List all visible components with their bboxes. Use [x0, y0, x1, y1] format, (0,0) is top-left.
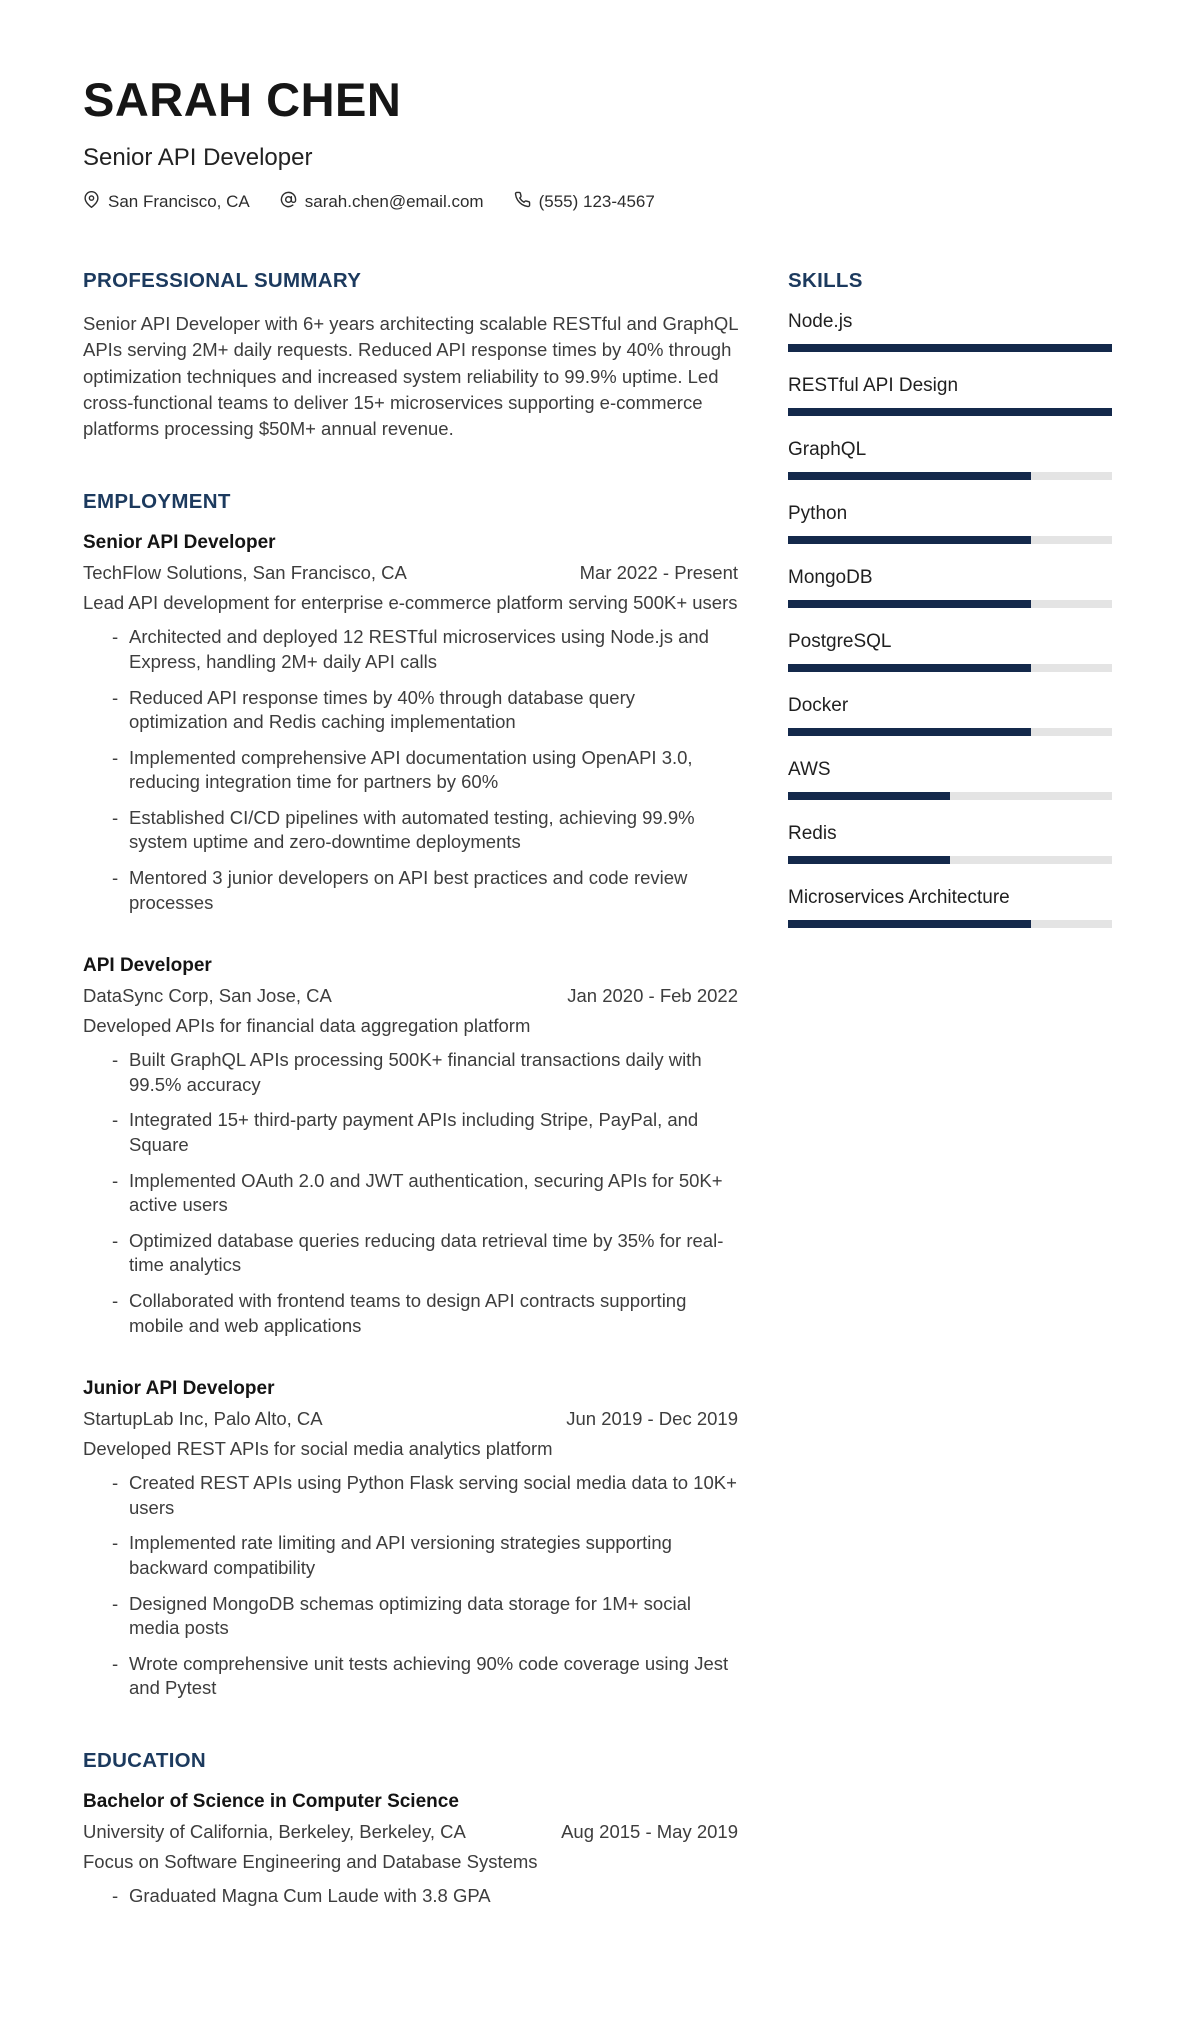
job-bullet: - Collaborated with frontend teams to design API contracts supporting mobile and web applications	[112, 1289, 738, 1338]
job-title: Senior API Developer	[83, 532, 276, 554]
skill-name: Redis	[788, 823, 837, 844]
skill-name: Python	[788, 503, 848, 524]
job-title: Junior API Developer	[83, 1378, 275, 1400]
education-entry	[83, 1791, 738, 1909]
person-title: Senior API Developer	[83, 144, 313, 171]
skill-item	[788, 823, 1112, 864]
job-entry	[83, 1378, 738, 1701]
job-dates: Jun 2019 - Dec 2019	[566, 1408, 738, 1430]
skill-bar-track	[788, 536, 1112, 544]
job-summary: Developed REST APIs for social media analytics platform	[83, 1438, 553, 1460]
job-bullet-list	[83, 1048, 738, 1338]
side-column	[788, 269, 1112, 1957]
section-skills	[788, 269, 1112, 928]
job-bullet: - Designed MongoDB schemas optimizing data storage for 1M+ social media posts	[112, 1592, 738, 1641]
job-summary: Developed APIs for financial data aggregation platform	[83, 1015, 531, 1037]
skill-item	[788, 759, 1112, 800]
skill-bar-fill	[788, 408, 1112, 416]
skill-name: RESTful API Design	[788, 375, 959, 396]
job-title: API Developer	[83, 955, 212, 977]
skill-bar-fill	[788, 472, 1031, 480]
job-bullet: - Implemented comprehensive API documentation using OpenAPI 3.0, reducing integration time for partners by 60%	[112, 746, 738, 795]
skill-name: PostgreSQL	[788, 631, 892, 652]
summary-heading: PROFESSIONAL SUMMARY	[83, 269, 362, 292]
job-company: StartupLab Inc, Palo Alto, CA	[83, 1408, 323, 1430]
job-bullet: - Implemented rate limiting and API versioning strategies supporting backward compatibility	[112, 1531, 738, 1580]
location-pin-icon	[83, 191, 100, 213]
job-company: DataSync Corp, San Jose, CA	[83, 985, 332, 1007]
skill-item	[788, 567, 1112, 608]
skills-heading: SKILLS	[788, 269, 863, 292]
job-company-line	[83, 562, 738, 584]
skill-name: GraphQL	[788, 439, 867, 460]
skill-bar-track	[788, 664, 1112, 672]
skill-bar-fill	[788, 920, 1031, 928]
skill-bar-track	[788, 856, 1112, 864]
employment-heading: EMPLOYMENT	[83, 490, 231, 514]
job-dates: Mar 2022 - Present	[579, 562, 738, 584]
contact-email-text: sarah.chen@email.com	[304, 192, 484, 211]
job-company-line	[83, 1408, 738, 1430]
skill-item	[788, 887, 1112, 928]
skill-item	[788, 375, 1112, 416]
skill-name: Docker	[788, 695, 849, 716]
education-focus: Focus on Software Engineering and Database Systems	[83, 1850, 538, 1872]
summary-text: Senior API Developer with 6+ years architecting scalable RESTful and GraphQL APIs serving 2M+ daily requests. Reduced API response times by 40% through optimization techniques and increased system reliability to 99.9% uptime. Led cross-functional teams to deliver 15+ microservices supporting e-commerce platforms processing $50M+ annual revenue.	[83, 313, 738, 440]
job-bullet: - Implemented OAuth 2.0 and JWT authentication, securing APIs for 50K+ active users	[112, 1169, 738, 1218]
job-bullet: - Established CI/CD pipelines with automated testing, achieving 99.9% system uptime and zero-downtime deployments	[112, 806, 738, 855]
job-bullet: - Architected and deployed 12 RESTful microservices using Node.js and Express, handling 2M+ daily API calls	[112, 625, 738, 674]
job-bullet: - Reduced API response times by 40% through database query optimization and Redis caching implementation	[112, 686, 738, 735]
job-company: TechFlow Solutions, San Francisco, CA	[83, 562, 407, 584]
contact-row	[83, 191, 1112, 213]
skill-name: Microservices Architecture	[788, 887, 1010, 908]
job-bullet: - Wrote comprehensive unit tests achieving 90% code coverage using Jest and Pytest	[112, 1652, 738, 1701]
skill-bar-track	[788, 344, 1112, 352]
job-bullet: - Created REST APIs using Python Flask serving social media data to 10K+ users	[112, 1471, 738, 1520]
job-summary: Lead API development for enterprise e-commerce platform serving 500K+ users	[83, 592, 738, 614]
skill-item	[788, 695, 1112, 736]
skill-bar-fill	[788, 536, 1031, 544]
phone-icon	[514, 191, 531, 213]
job-bullet: - Integrated 15+ third-party payment APIs including Stripe, PayPal, and Square	[112, 1108, 738, 1157]
skill-item	[788, 503, 1112, 544]
resume-header	[83, 73, 1112, 213]
person-name: SARAH CHEN	[83, 73, 402, 126]
skill-bar-track	[788, 472, 1112, 480]
skill-item	[788, 631, 1112, 672]
education-school-line	[83, 1821, 738, 1843]
skill-bar-fill	[788, 344, 1112, 352]
skill-item	[788, 439, 1112, 480]
job-bullet: - Built GraphQL APIs processing 500K+ financial transactions daily with 99.5% accuracy	[112, 1048, 738, 1097]
education-dates: Aug 2015 - May 2019	[561, 1820, 738, 1842]
skill-bar-fill	[788, 792, 950, 800]
resume-columns	[83, 269, 1112, 1957]
job-bullet: - Optimized database queries reducing data retrieval time by 35% for real-time analytics	[112, 1229, 738, 1278]
skill-bar-track	[788, 408, 1112, 416]
skill-bar-track	[788, 920, 1112, 928]
section-professional-summary	[83, 269, 738, 442]
job-entry	[83, 532, 738, 915]
skill-name: Node.js	[788, 311, 853, 332]
contact-email	[280, 191, 484, 213]
at-sign-icon	[280, 191, 297, 213]
job-dates: Jan 2020 - Feb 2022	[567, 985, 738, 1007]
job-company-line	[83, 985, 738, 1007]
section-education	[83, 1749, 738, 1909]
skill-bar-track	[788, 792, 1112, 800]
job-bullet-list	[83, 625, 738, 915]
job-entry	[83, 955, 738, 1338]
skill-bar-fill	[788, 856, 950, 864]
section-employment	[83, 490, 738, 1701]
job-bullet-list	[83, 1471, 738, 1701]
skill-item	[788, 311, 1112, 352]
contact-phone	[514, 191, 655, 213]
contact-phone-text: (555) 123-4567	[538, 192, 655, 211]
education-school: University of California, Berkeley, Berkeley, CA	[83, 1820, 466, 1842]
main-column	[83, 269, 738, 1957]
skill-name: AWS	[788, 759, 831, 780]
skill-bar-track	[788, 728, 1112, 736]
skill-name: MongoDB	[788, 567, 873, 588]
skill-bar-fill	[788, 664, 1031, 672]
education-bullet: - Graduated Magna Cum Laude with 3.8 GPA	[112, 1884, 738, 1909]
education-degree: Bachelor of Science in Computer Science	[83, 1790, 459, 1812]
skill-bar-fill	[788, 728, 1031, 736]
contact-location-text: San Francisco, CA	[108, 192, 250, 211]
education-heading: EDUCATION	[83, 1748, 207, 1772]
skill-bar-track	[788, 600, 1112, 608]
skill-bar-fill	[788, 600, 1031, 608]
education-bullet-list	[83, 1884, 738, 1909]
contact-location	[83, 191, 250, 213]
job-bullet: - Mentored 3 junior developers on API best practices and code review processes	[112, 866, 738, 915]
